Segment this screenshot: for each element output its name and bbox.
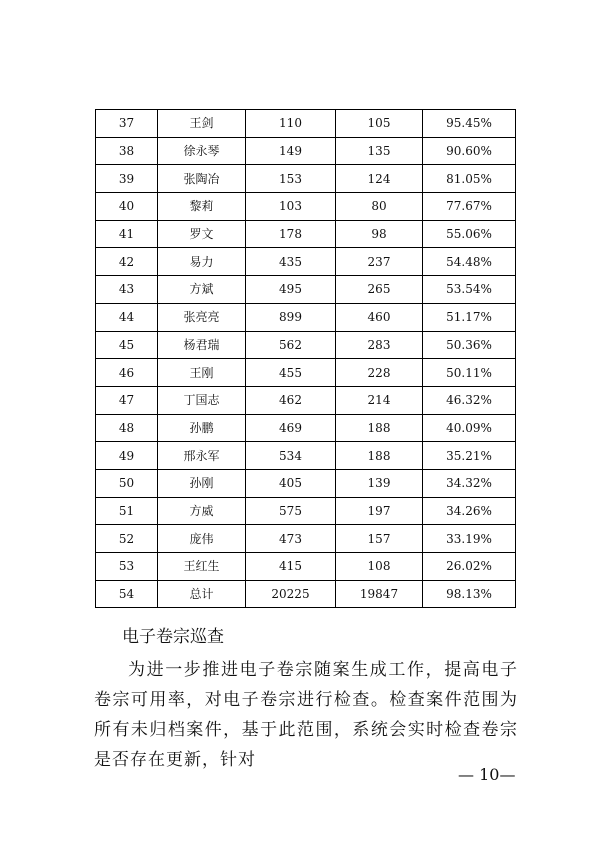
table-row (96, 331, 516, 359)
name-cell: 方威 (158, 497, 246, 525)
row-index-cell: 42 (96, 248, 158, 276)
rate-cell: 55.06% (423, 220, 516, 248)
total-cell: 495 (246, 276, 336, 304)
name-cell: 罗文 (158, 220, 246, 248)
table-row (96, 580, 516, 608)
row-index-cell: 46 (96, 359, 158, 387)
table-row (96, 137, 516, 165)
total-cell: 153 (246, 165, 336, 193)
name-cell: 王红生 (158, 553, 246, 581)
statistics-table (95, 109, 516, 608)
count-cell: 124 (336, 165, 423, 193)
table-row (96, 553, 516, 581)
total-cell: 899 (246, 303, 336, 331)
total-cell: 110 (246, 110, 336, 138)
name-cell: 张陶冶 (158, 165, 246, 193)
total-cell: 103 (246, 193, 336, 221)
count-cell: 188 (336, 442, 423, 470)
rate-cell: 50.36% (423, 331, 516, 359)
section-heading: 电子卷宗巡查 (122, 627, 224, 647)
total-cell: 462 (246, 386, 336, 414)
name-cell: 庞伟 (158, 525, 246, 553)
total-cell: 405 (246, 469, 336, 497)
count-cell: 188 (336, 414, 423, 442)
name-cell: 黎莉 (158, 193, 246, 221)
total-cell: 435 (246, 248, 336, 276)
table-row (96, 469, 516, 497)
rate-cell: 95.45% (423, 110, 516, 138)
name-cell: 杨君瑞 (158, 331, 246, 359)
total-cell: 149 (246, 137, 336, 165)
name-cell: 孙刚 (158, 469, 246, 497)
table-row (96, 193, 516, 221)
row-index-cell: 37 (96, 110, 158, 138)
count-cell: 19847 (336, 580, 423, 608)
table-row (96, 110, 516, 138)
rate-cell: 26.02% (423, 553, 516, 581)
total-cell: 534 (246, 442, 336, 470)
body-paragraph: 为进一步推进电子卷宗随案生成工作，提高电子卷宗可用率，对电子卷宗进行检查。检查案件范围为所有未归档案件，基于此范围，系统会实时检查卷宗是否存在更新，针对 (94, 660, 518, 770)
row-index-cell: 45 (96, 331, 158, 359)
rate-cell: 81.05% (423, 165, 516, 193)
row-index-cell: 52 (96, 525, 158, 553)
table-row (96, 276, 516, 304)
row-index-cell: 40 (96, 193, 158, 221)
total-cell: 20225 (246, 580, 336, 608)
name-cell: 孙鹏 (158, 414, 246, 442)
total-cell: 473 (246, 525, 336, 553)
rate-cell: 90.60% (423, 137, 516, 165)
count-cell: 108 (336, 553, 423, 581)
count-cell: 228 (336, 359, 423, 387)
table-row (96, 303, 516, 331)
name-cell: 王剑 (158, 110, 246, 138)
row-index-cell: 53 (96, 553, 158, 581)
row-index-cell: 51 (96, 497, 158, 525)
table-row (96, 165, 516, 193)
name-cell: 丁国志 (158, 386, 246, 414)
table-row (96, 497, 516, 525)
total-cell: 178 (246, 220, 336, 248)
rate-cell: 46.32% (423, 386, 516, 414)
name-cell: 王刚 (158, 359, 246, 387)
rate-cell: 34.26% (423, 497, 516, 525)
row-index-cell: 44 (96, 303, 158, 331)
rate-cell: 77.67% (423, 193, 516, 221)
total-cell: 455 (246, 359, 336, 387)
rate-cell: 33.19% (423, 525, 516, 553)
name-cell: 徐永琴 (158, 137, 246, 165)
name-cell: 邢永军 (158, 442, 246, 470)
count-cell: 197 (336, 497, 423, 525)
total-cell: 415 (246, 553, 336, 581)
row-index-cell: 47 (96, 386, 158, 414)
rate-cell: 35.21% (423, 442, 516, 470)
rate-cell: 50.11% (423, 359, 516, 387)
table-body (96, 110, 516, 608)
count-cell: 157 (336, 525, 423, 553)
count-cell: 105 (336, 110, 423, 138)
name-cell: 总计 (158, 580, 246, 608)
table-row (96, 525, 516, 553)
row-index-cell: 39 (96, 165, 158, 193)
total-cell: 562 (246, 331, 336, 359)
count-cell: 265 (336, 276, 423, 304)
row-index-cell: 41 (96, 220, 158, 248)
table-row (96, 442, 516, 470)
total-cell: 469 (246, 414, 336, 442)
count-cell: 460 (336, 303, 423, 331)
count-cell: 139 (336, 469, 423, 497)
row-index-cell: 38 (96, 137, 158, 165)
count-cell: 135 (336, 137, 423, 165)
table-row (96, 414, 516, 442)
count-cell: 214 (336, 386, 423, 414)
table-row (96, 386, 516, 414)
row-index-cell: 54 (96, 580, 158, 608)
rate-cell: 51.17% (423, 303, 516, 331)
count-cell: 80 (336, 193, 423, 221)
count-cell: 237 (336, 248, 423, 276)
rate-cell: 40.09% (423, 414, 516, 442)
count-cell: 98 (336, 220, 423, 248)
table-row (96, 248, 516, 276)
name-cell: 易力 (158, 248, 246, 276)
row-index-cell: 48 (96, 414, 158, 442)
rate-cell: 34.32% (423, 469, 516, 497)
name-cell: 张亮亮 (158, 303, 246, 331)
rate-cell: 53.54% (423, 276, 516, 304)
count-cell: 283 (336, 331, 423, 359)
row-index-cell: 49 (96, 442, 158, 470)
page-number: — 10— (458, 765, 516, 784)
rate-cell: 98.13% (423, 580, 516, 608)
row-index-cell: 50 (96, 469, 158, 497)
table-row (96, 359, 516, 387)
rate-cell: 54.48% (423, 248, 516, 276)
name-cell: 方斌 (158, 276, 246, 304)
total-cell: 575 (246, 497, 336, 525)
row-index-cell: 43 (96, 276, 158, 304)
table-row (96, 220, 516, 248)
